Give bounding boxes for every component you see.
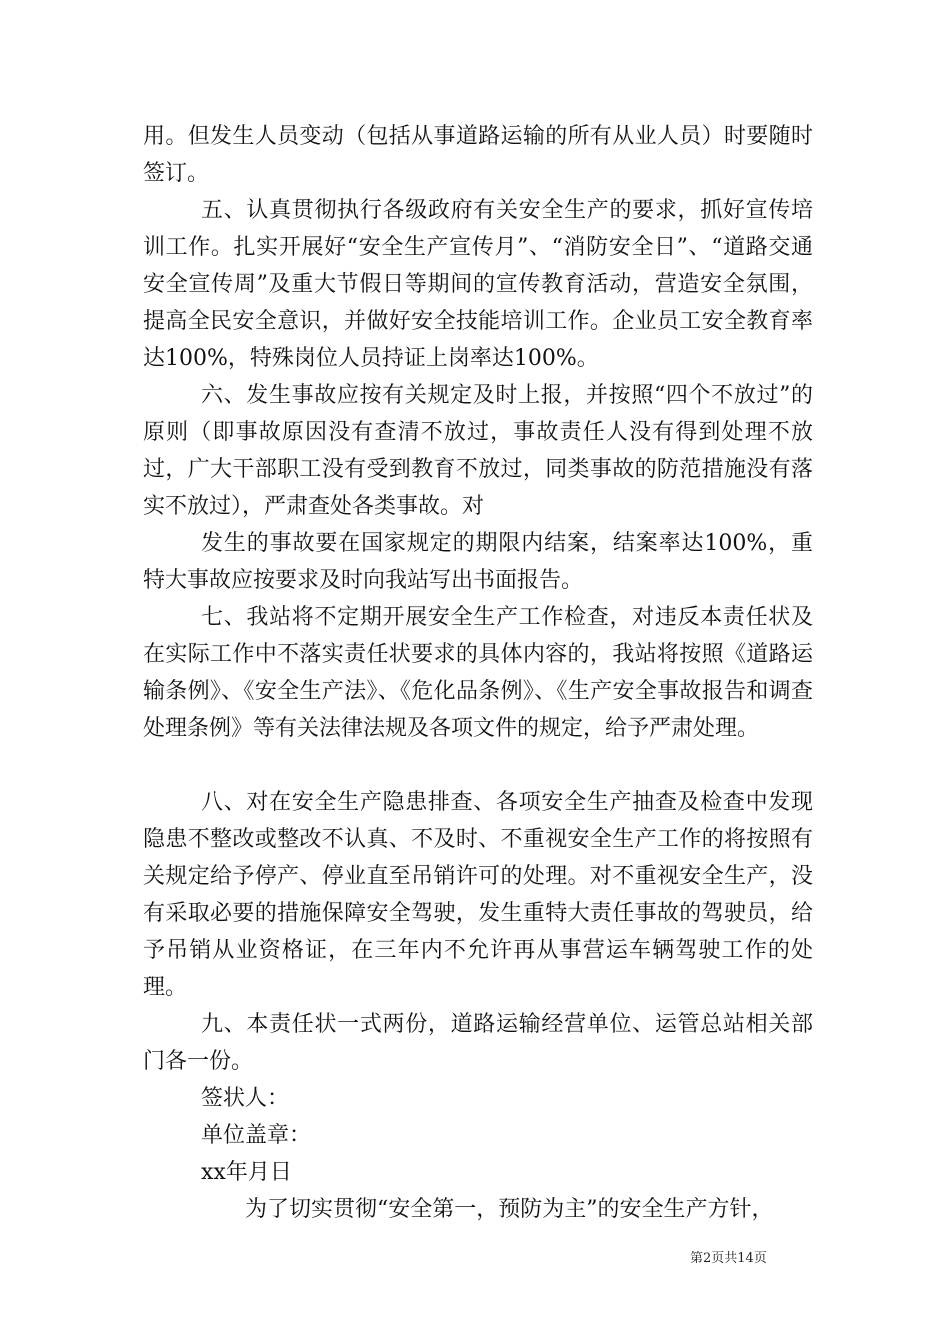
- paragraph-item-8: 八、对在安全生产隐患排查、各项安全生产抽查及检查中发现隐患不整改或整改不认真、不及时、不重视安全生产工作的将按照有关规定给予停产、停业直至吊销许可的处理。对不重视安全生产，没有采取必要的措施保障安全驾驶，发生重特大责任事故的驾驶员，给予吊销从业资格证，在三年内不允许再从事营运车辆驾驶工作的处理。: [143, 790, 813, 1000]
- paragraph-item-5: 五、认真贯彻执行各级政府有关安全生产的要求，抓好宣传培训工作。扎实开展好“安全生产宣传月”、“消防安全日”、“道路交通安全宣传周”及重大节假日等期间的宣传教育活动，营造安全氛围，提高全民安全意识，并做好安全技能培训工作。企业员工安全教育率达100%，特殊岗位人员持证上岗率达100%。: [143, 198, 813, 371]
- page-number: 第2页共14页: [690, 1251, 767, 1266]
- paragraph-continuation: 用。但发生人员变动（包括从事道路运输的所有从业人员）时要随时签订。: [143, 124, 813, 186]
- paragraph-item-9: 九、本责任状一式两份，道路运输经营单位、运管总站相关部门各一份。: [143, 1012, 813, 1074]
- seal-label: 单位盖章：: [201, 1123, 312, 1148]
- paragraph-item-6-continued: 发生的事故要在国家规定的期限内结案，结案率达100%，重特大事故应按要求及时向我站写出书面报告。: [143, 531, 813, 593]
- date-line: xx年月日: [201, 1160, 292, 1185]
- closing-line: 为了切实贯彻“安全第一，预防为主”的安全生产方针，: [245, 1197, 774, 1222]
- paragraph-item-7: 七、我站将不定期开展安全生产工作检查，对违反本责任状及在实际工作中不落实责任状要求的具体内容的，我站将按照《道路运输条例》、《安全生产法》、《危化品条例》、《生产安全事故报告和调查处理条例》等有关法律法规及各项文件的规定，给予严肃处理。: [143, 605, 813, 741]
- signer-label: 签状人：: [201, 1086, 290, 1111]
- paragraph-item-6: 六、发生事故应按有关规定及时上报，并按照“四个不放过”的原则（即事故原因没有查清不放过，事故责任人没有得到处理不放过，广大干部职工没有受到教育不放过，同类事故的防范措施没有落实不放过），严肃查处各类事故。对: [143, 383, 813, 519]
